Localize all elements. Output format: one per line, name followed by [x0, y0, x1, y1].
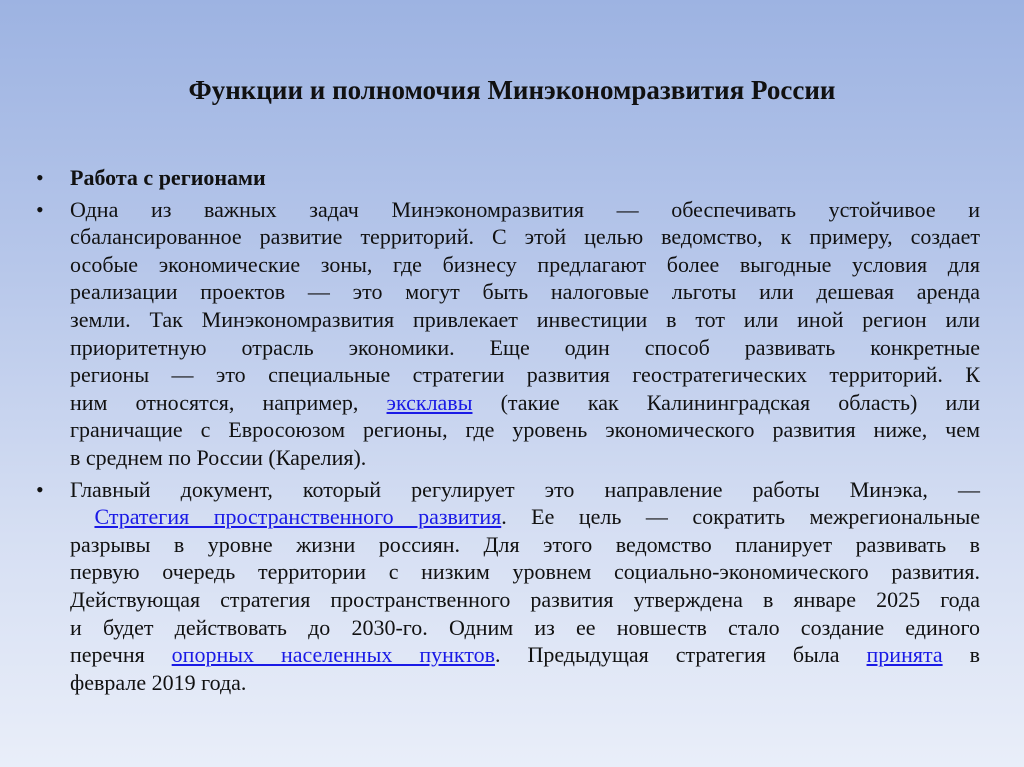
text-line: [70, 444, 980, 472]
text-segment: Действующая стратегия пространственного развития утверждена в январе 2025 года: [70, 586, 980, 612]
text-segment: . Предыдущая стратегия была: [494, 642, 867, 668]
text-segment: (такие как Калининградская область) или: [472, 389, 981, 415]
text-segment: Главный документ, который регулирует это направление работы Минэка, —: [70, 476, 980, 502]
text-line: [70, 223, 980, 251]
bullet-icon: •: [36, 196, 44, 222]
text-segment: . Ее цель — сократить межрегиональные: [501, 504, 980, 530]
text-segment: приоритетную отрасль экономики. Еще один способ развивать конкретные: [70, 334, 980, 360]
text-segment: реализации проектов — это могут быть налоговые льготы или дешевая аренда: [70, 279, 980, 305]
text-segment: регионы — это специальные стратегии развития геостратегических территорий. К: [70, 362, 980, 388]
text-segment: феврале 2019 года.: [70, 669, 247, 695]
text-line: [70, 306, 980, 334]
bullet-item: [36, 196, 980, 472]
slide-title: Функции и полномочия Минэкономразвития России: [188, 75, 836, 105]
bullet-icon: •: [36, 165, 44, 190]
text-segment: перечня: [70, 642, 172, 668]
text-segment: особые экономические зоны, где бизнесу предлагают более выгодные условия для: [70, 251, 980, 277]
text-line: [70, 476, 980, 504]
text-line: [70, 641, 980, 669]
text-line: [70, 416, 980, 444]
text-segment: ним относятся, например,: [70, 389, 387, 415]
bullet-list: [36, 164, 980, 700]
text-segment: [70, 504, 94, 529]
text-line: [70, 531, 980, 559]
text-line: [70, 558, 980, 586]
bullet-item: [36, 164, 980, 192]
text-line: [70, 251, 980, 279]
text-line: [70, 334, 980, 362]
text-segment: разрывы в уровне жизни россиян. Для этого ведомство планирует развивать в: [70, 531, 980, 557]
text-line: [70, 389, 980, 417]
text-segment: земли. Так Минэкономразвития привлекает инвестиции в тот или иной регион или: [70, 306, 980, 332]
bullet-item: [36, 476, 980, 697]
text-line: [70, 503, 980, 531]
text-line: [70, 669, 980, 697]
text-line: [70, 361, 980, 389]
text-line: [70, 586, 980, 614]
text-segment: и будет действовать до 2030-го. Одним из ее новшеств стало создание единого: [70, 614, 980, 640]
section-heading: Работа с регионами: [70, 165, 266, 190]
text-segment: в среднем по России (Карелия).: [70, 444, 367, 470]
hyperlink[interactable]: Стратегия пространственного развития: [94, 504, 502, 530]
text-segment: первую очередь территории с низким уровнем социально-экономического развития.: [70, 559, 980, 585]
text-line: [70, 278, 980, 306]
text-line: [70, 196, 980, 224]
hyperlink[interactable]: опорных населенных пунктов: [171, 642, 495, 668]
bullet-icon: •: [36, 476, 44, 502]
text-segment: Одна из важных задач Минэкономразвития — обеспечивать устойчивое и: [70, 196, 980, 222]
hyperlink[interactable]: принята: [866, 642, 943, 668]
hyperlink[interactable]: эксклавы: [386, 389, 473, 415]
text-segment: в: [942, 642, 980, 668]
text-segment: граничащие с Евросоюзом регионы, где уровень экономического развития ниже, чем: [70, 417, 980, 443]
text-segment: сбалансированное развитие территорий. С этой целью ведомство, к примеру, создает: [70, 224, 980, 250]
text-line: [70, 614, 980, 642]
